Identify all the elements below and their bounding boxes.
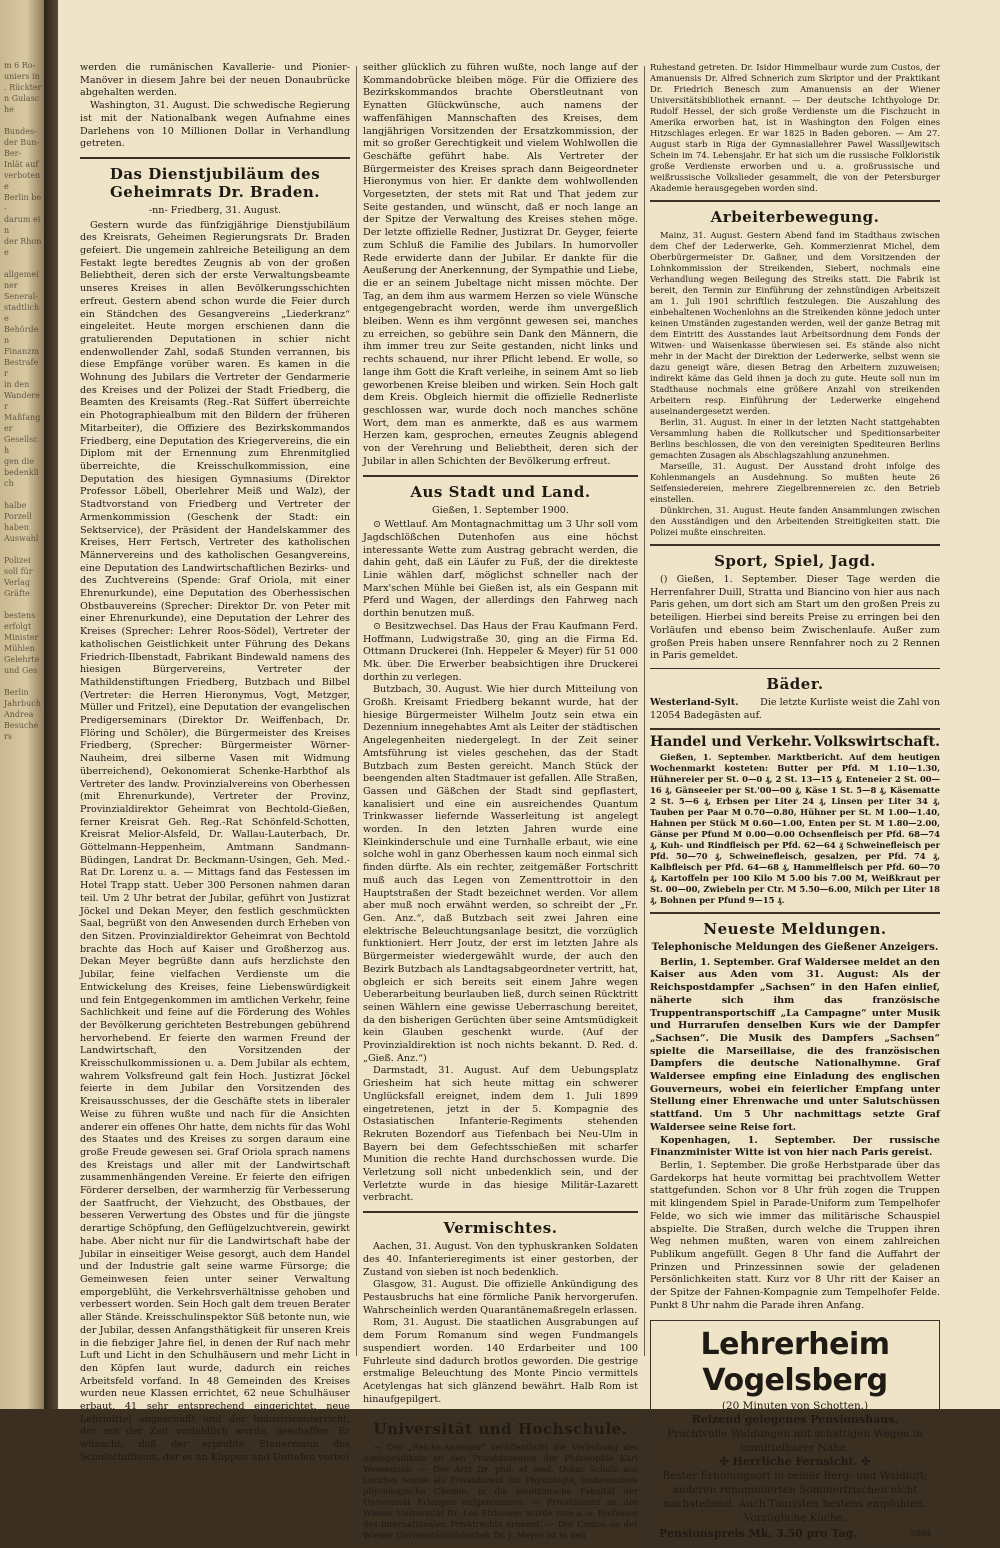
dateline-friedberg: -nn- Friedberg, 31. August. <box>148 204 282 216</box>
article-jubilaeum-continued: seither glücklich zu führen wußte, noch lange auf der Kommandobrücke bleiben möge. Für die Offiziere des Bezirkskommandos brachte Oberstleutnant von Eynatten Glückwünsche, auch namens der waffenfähigen Mannschaften des Kreises, dem langjährigen Vorsitzenden der Ersatzkommission, der mit so großer Gerechtigkeit und vielem Wohlwollen die Geschäfte geführt habe. Als Vertreter der Bürgermeister des Kreises sprach dann Beigeordneter Hieronymus von hier. Er dankte dem wohlwollenden Vorgesetzten, der stets mit Rat und That jedem zur Seite gestanden, und wünscht, daß er noch lange an der Spitze der Verwaltung des Kreises stehen möge. Der letzte offizielle Redner, Justizrat Dr. Geyger, feierte zum Schluß die Familie des Jubilars. In humorvoller Rede erwiderte dann der Jubilar. Er dankte für die Aeußerung der Anerkennung, der Sympathie und Liebe, die er an seinem Jubeltage nicht missen möchte. Der Tag, an dem ihm aus warmem Herzen so viele Wünsche entgegengebracht worden, werde ihm unvergeßlich bleiben. Wenn es ihm vergönnt gewesen sei, manches zu erreichen, so gebühre sein Dank den Männern, die ihm immer treu zur Seite gestanden, nicht links und rechts schauend, nur ihrer Pflicht lebend. Er wolle, so lange ihm Gott die Kraft verleihe, in seinem Amt so lieb geworbenen Kreise bleiben und wirken. Sein Hoch galt dem Kreis. Obgleich hiermit die offizielle Rednerliste geschlossen war, wurde doch noch manches schöne Wort, dem man es anmerkte, daß es aus warmem Herzen kam, gesprochen, erneutes Zeugnis ablegend von der Verehrung und Beliebtheit, deren sich der Jubilar in allen Schichten der Bevölkerung erfreut. <box>363 62 638 467</box>
article-darmstadt: Darmstadt, 31. August. Auf dem Uebungsplatz Griesheim hat sich heute mittag ein schwerer Unglücksfall ereignet, indem dem 1. Juli 1899 eingetretenen, jetzt in der 5. Kompagnie des Ostasiatischen Infanterie-Regiments stehenden Rekruten Bozendorf aus Tiefenbach bei Neu-Ulm in Bayern bei dem Gefechtsschießen mit scharfer Munition die rechte Hand durchschossen wurde. Die Verletzung soll nicht unbedenklich sein, und der Verletzte wurde in das hiesige Militär-Lazarett verbracht. <box>363 1065 638 1204</box>
dateline-giessen: Gießen, 1. September 1900. <box>432 504 569 516</box>
divider <box>363 1412 638 1414</box>
ornament-icon: ✣ <box>719 1455 733 1469</box>
article-berlin-waldersee: Berlin, 1. September. Graf Waldersee meldet an den Kaiser aus Aden vom 31. August: Als der Reichspostdampfer „Sachsen“ in den Hafen einlief, näherte sich ihm das französische Truppentransportschiff „La Campagne“ unter Musik und Hurrarufen denselben Kurs wie der Dampfer „Sachsen“. Die Musik des Dampfers „Sachsen“ spielte die Marseillaise, die des französischen Dampfers die deutsche Nationalhymne. Graf Waldersee empfing eine Einladung des englischen Gouverneurs, wobei ein feierlicher Empfang unter Stellung einer Ehrenwache und unter Salutschüssen stattfand. Um 5 Uhr nachmittags setzte Graf Waldersee seine Reise fort. <box>650 956 941 1133</box>
ad-subtitle: (20 Minuten von Schotten.) <box>721 1400 869 1413</box>
headline-volkswirtschaft: Volkswirtschaft. <box>813 734 940 751</box>
divider <box>650 200 940 202</box>
headline-sport: Sport, Spiel, Jagd. <box>714 552 876 570</box>
article-rom: Rom, 31. August. Die staatlichen Ausgrabungen auf dem Forum Romanum sind wegen Fundmangels suspendiert worden. 140 Erdarbeiter und 100 Fuhrleute sind dadurch brotlos geworden. Die gestrige erstmalige Beleuchtung des Monte Pincio vermittels Acetylengas hat sich glänzend bewährt. Halb Rom ist hinaufgepilgert. <box>363 1317 638 1405</box>
ad-footer <box>659 1528 931 1541</box>
column-rule-2 <box>644 66 645 1356</box>
article-butzbach: Butzbach, 30. August. Wie hier durch Mitteilung von Großh. Kreisamt Friedberg bekannt wurde, hat der hiesige Bürgermeister Wilhelm Joutz sein etwa ein Dezennium innegehabtes Amt als Leiter der städtischen Angelegenheiten niedergelegt. In der Zeit seiner Amtsführung ist vieles geschehen, das der Stadt Butzbach zum Besten gereicht. Manch Stück der beengenden alten Stadtmauer ist gefallen. Alle Straßen, Gassen und Gäßchen der Stadt sind gepflastert, kanalisiert und eine ein ausreichendes Quantum Trinkwasser liefernde Wasserleitung ist angelegt worden. In den letzten Jahren wurde eine Kleinkinderschule und eine Turnhalle erbaut, wie eine solche wohl in ganz Oberhessen kaum noch einmal sich finden dürfte. Als ein rechter, zeitgemäßer Fortschritt muß auch das Legen von Zementtrottoir in den Hauptstraßen der Stadt bezeichnet werden. Vor allem aber muß noch erwähnt werden, so schreibt der „Fr. Gen. Anz.“, daß Butzbach seit zwei Jahren eine elektrische Beleuchtungsanlage besitzt, die vorzüglich funktioniert. Herr Joutz, der erst im letzten Jahre als Bürgermeister wiedergewählt wurde, der auch den Bezirk Butzbach als Landtagsabgeordneter vertritt, hat, obgleich er sich bereits seit einem Jahre wegen Ueberarbeitung beurlauben ließ, durch seinen Rücktritt seinen Wählern eine gewisse Ueberraschung bereitet, da den bisherigen Gerüchten über seine Amtsmüdigkeit kein Glauben geschenkt wurde. (Auf der Provinzialdirektion ist noch nichts bekannt. D. Red. d. „Gieß. Anz.“) <box>363 684 638 1064</box>
article-mainz: Mainz, 31. August. Gestern Abend fand im Stadthaus zwischen dem Chef der Lederwerke, Geh. Kommerzienrat Michel, dem Oberbürgermeister Dr. Gaßner, und dem Vorsitzenden der Lohnkommission der Streikenden, Siebert, nochmals eine Verhandlung wegen Beilegung des Streiks statt. Die Fabrik ist bereit, den Termin zur Einführung der zehnstündigen Arbeitszeit am 1. Juli 1901 schriftlich festzulegen. Die Auszahlung des einbehaltenen Wochenlohns an die Streikenden könne jedoch unter keinen Umständen zugestanden werden, weil der ganze Betrag mit dem Eintritt des Ausstandes laut Arbeitsordnung dem Fonds der Witwen- und Waisenkasse überwiesen sei. Es stände also nicht mehr in der Macht der Direktion der Lederwerke, selbst wenn sie dazu geneigt wäre, diesen Betrag den Arbeitern zuzuweisen; indirekt käme das Geld ihnen ja doch zu gute. Heute soll nun im Stadthause nochmals eine größere Anzahl von streikenden Arbeitern resp. Einführung der Lederwerke eingehend auseinandergesetzt werden. <box>650 230 940 416</box>
ornament-icon: ✣ <box>857 1455 871 1469</box>
ad-line-pension: Reizend gelegenes Pensionshaus. <box>691 1413 899 1427</box>
article-jubilaeum-body: Gestern wurde das fünfzigjährige Dienstjubiläum des Kreisrats, Geheimen Regierungsrats Dr. Braden gefeiert. Die ungemein zahlreiche Beteiligung an dem Festakt legte beredtes Zeugnis ab von der großen Beliebtheit, deren sich der erste Verwaltungsbeamte unseres Kreises in allen Bevölkerungsschichten erfreut. Gestern abend schon wurde die Feier durch ein Ständchen des Gesangvereins „Liederkranz“ eingeleitet. Heute morgen erschienen dann die gratulierenden Deputationen in schier nicht endenwollender Zahl, sodaß Stunden verrannen, bis diese Empfänge vorüber waren. Es kamen in die Wohnung des Jubilars die Vertreter der Gendarmerie des Kreises und der Polizei der Stadt Friedberg, die Beamten des Kreisamts (Reg.-Rat Süffert überreichte ein Photographiealbum mit den Bildern der früheren Mitarbeiter), die Offiziere des Bezirkskommandos Friedberg, eine Deputation des Kriegervereins, die ein Diplom mit der Ernennung zum Ehrenmitglied überreichte, die Kreisschulkommission, eine Deputation des hiesigen Gymnasiums (Direktor Professor Löbell, Oberlehrer Meiß und Walz), der Stadtvorstand von Friedberg und Vertreter der Armenkommission (Geschenk der Stadt: ein Sektservice), der Präsident der Handelskammer des Kreises, Herr Fertsch, Vertreter des katholischen Männervereins und des katholischen Gesangvereins, eine Deputation des Landwirtschaftlichen Bezirks- und des Zuchtvereins (Spende: Graf Oriola, mit einer Ehrenurkunde), eine Deputation des Oberhessischen Obstbauvereins (Sprecher: Direktor Dr. von Peter mit einer Ehrenurkunde), eine Deputation der Lehrer des Kreises (Sprecher: Lehrer Roos-Södel), Vertreter der katholischen Geistlichkeit unter Führung des Dekans Friedrich-Ilbenstadt, Fabrikant Bindewald namens des hiesigen Bürgervereins, Vertreter der Mathildenstiftungen Friedberg, Butzbach und Bilbel (Vertreter: die Herren Hieronymus, Vogt, Metzger, Müller und Fritzel), eine Deputation der evangelischen Predigerseminars (Direktor Dr. Weiffenbach, Dr. Flöring und Schöler), die Bürgermeister des Kreises Friedberg, (Sprecher: Bürgermeister Wörner-Nauheim, drei silberne Vasen mit Widmung überreichend), Oekonomierat Schenke-Harbthof als Vertreter des landw. Provinzialvereins von Oberhessen (mit Ehrenurkunde), Vertreter der Provinz, Provinzialdirektor Geheimrat von Bechtold-Gießen, ferner Kreisrat Geh. Reg.-Rat Schönfeld-Schotten, Kreisrat Melior-Alsfeld, Dr. Wallau-Lauterbach, Dr. Göttelmann-Heppenheim, Amtmann Sandmann-Büdingen, Landrat Dr. Beckmann-Usingen, Geh. Med.-Rat Dr. Lorenz u. a. — Mittags fand das Festessen im Hotel Trapp statt. Ueber 300 Personen nahmen daran teil. Um 2 Uhr betrat der Jubilar, geführt von Justizrat Jöckel und Dekan Meyer, den festlich geschmückten Saal, begrüßt von den Anwesenden durch Erheben von den Sitzen. Provinzialdirektor Geheimrat von Bechtold brachte das Hoch auf Kaiser und Großherzog aus. Dekan Meyer begrüßte dann aufs herzlichste den Jubilar, feine vielfachen Verdienste um die Entwickelung des Kreises, feine Liebenswürdigkeit und fein Entgegenkommen im amtlichen Verkehr, feine Sachlichkeit und feine auf die Förderung des Wohles der Bevölkerung gerichteten Bestrebungen gebührend hervorhebend. Er feierte den warmen Freund der Landwirtschaft, den Vorsitzenden der Kreisschulkommissionen u. a. Dem Jubilar als echtem, wahrem Volksfreund galt fein Hoch. Justizrat Jöckel feierte in dem Jubilar den Vorsitzenden des Kreisausschusses, der die Geschäfte stets in liberaler Weise zu führen wußte und nach für die Ansichten anderer ein offenes Ohr hatte, dem nichts für das Wohl des Staates und des Kreises zu sorgen daraum eine große Freude gewesen sei. Graf Oriola sprach namens des Kreistags und aller mit der Landwirtschaft zusammenhängenden Vereine. Er feierte den eifrigen Förderer derselben, der warmherzig für Verbesserung der Saatfrucht, der Viehzucht, des Obstbaues, der besseren Verwertung des Obstes und für die jüngste derartige Schöpfung, den Geflügelzuchtverein, gewirkt habe. Aber nicht nur für die Landwirtschaft habe der Jubilar in einseitiger Weise gesorgt, auch dem Handel und der Industrie galt seine warme Fürsorge; die Gemeinwesen feien unter seiner Verwaltung emporgeblüht, die Verkehrsverhältnisse gehoben und verbessert worden. Sein Hoch galt dem treuen Berater aller Stände. Kreisschulinspektor Süß betonte nun, wie der Jubilar, dessen Anfangsthätigkeit für unseren Kreis in die fiebziger Jahre fiel, in denen der Ruf nach mehr Luft und Licht in den Schulhäusern und mehr Licht in den Köpfen laut wurde, dadurch ein reiches Arbeitsfeld vorfand. In 48 Gemeinden des Kreises wurden neue Klassen errichtet, 62 neue Schulhäuser erbaut, 41 sehr entsprechend eingerichtet, neue Lehrmittel angeschafft und der Industrieunterricht, der mit der Zeit vorbildlich wurde, geschaffen. Er wünscht, daß der erprobte Steuermann des Schulschiffleins, der es an Klippen und Untiefen vorbei <box>80 219 350 1463</box>
divider <box>363 1211 638 1213</box>
article-aachen: Aachen, 31. August. Von den typhuskranken Soldaten des 40. Infanterieregiments ist einer gestorben, der Zustand von sieben ist noch bedenklich. <box>363 1241 638 1278</box>
binding-edge-text: m 6 Ro- uniers in . Rückter n Gulasche Bundes- der Bun- Ber- Inlät auf verbotene Berlin be- darum ein der Rhone allgemeiner Seneral- stadtliche Behörden Finanzm Bestrafer in den Wanderer Maßfanger Gesellsch gen die bedenklich halbe Porzell haben Auswahl Polizei soll für Verlag Gräfte bestens erfolgt Minister Mühlen Gelehrte und Ges Berlin Jahrbuch Andrea Besuchers <box>4 61 42 741</box>
column-2 <box>363 62 638 1541</box>
divider <box>650 912 940 914</box>
ad-code: 5804 <box>910 1529 931 1539</box>
ad-title: Lehrerheim Vogelsberg <box>700 1327 890 1399</box>
divider <box>363 475 638 477</box>
column-3 <box>650 62 941 1541</box>
subhead-telephonische-meldungen: Telephonische Meldungen des Gießener Anzeigers. <box>651 942 939 954</box>
baeder-text: Die letzte Kurliste weist die Zahl von <box>760 696 940 708</box>
article-universitaet-continued: Ruhestand getreten. Dr. Isidor Himmelbaur wurde zum Custos, der Amanuensis Dr. Alfred Schnerich zum Skriptor und der Praktikant Dr. Friedrich Benesch zum Amanuensis an der Wiener Universitätsbibliothek ernannt. — Der deutsche Ichthyologe Dr. Rudolf Hessel, der sich große Verdienste um die Fischzucht in Amerika erworben hat, ist in Washington den Folgen eines Hitzschlages erlegen. Er war 1825 in Baden geboren. — Am 27. August starb in Riga der Gymnasiallehrer Pawel Wassiljewitsch Schein im 74. Lebensjahr. Er hat sich um die russische Folkloristik große Verdienste erworben und u. a. großrussische und weißrussische Volkslieder gesammelt, die von der Petersburger Akademie herausgegeben worden sind. <box>650 62 940 193</box>
headline-arbeiterbewegung: Arbeiterbewegung. <box>710 208 880 226</box>
newspaper-page <box>58 0 1000 1541</box>
article-duenkirchen: Dünkirchen, 31. August. Heute fanden Ansammlungen zwischen den Ausständigen und den Arbeitenden Streitigkeiten statt. Die Polizei mußte einschreiten. <box>650 505 940 537</box>
article-washington: Washington, 31. August. Die schwedische Regierung ist mit der Nationalbank wegen Aufnahme eines Darlehens von 10 Millionen Dollar in Verhandlung getreten. <box>80 100 350 150</box>
divider <box>80 157 350 159</box>
headline-neueste-meldungen: Neueste Meldungen. <box>703 920 887 939</box>
book-binding-edge <box>0 0 44 1409</box>
headline-baeder: Bäder. <box>766 674 824 693</box>
baeder-count: 12054 Badegästen auf. <box>650 709 762 721</box>
divider <box>650 544 940 546</box>
headline-stadt-und-land: Aus Stadt und Land. <box>410 482 591 501</box>
article-sport-giessen: () Gießen, 1. September. Dieser Tage werden die Herrenfahrer Duill, Stratta und Biancino von hier aus nach Paris gehen, um dort sich am Start um den großen Preis zu beteiligen. Hierbei sind bereits Preise zu erringen bei den Vorläufen und ebenso beim Zwischenlaufe. Außer zum großen Preis haben unsere Rennfahrer noch zu 2 Rennen in Paris gemeldet. <box>650 574 940 662</box>
article-besitzwechsel: ⊙ Besitzwechsel. Das Haus der Frau Kaufmann Ferd. Hoffmann, Ludwigstraße 30, ging an die Firma Ed. Ottmann Druckerei (Inh. Heppeler & Meyer) für 51 000 Mk. über. Die Erwerber beabsichtigen ihre Druckerei dorthin zu verlegen. <box>363 620 638 683</box>
ad-line-fernsicht: ✣ Herrliche Fernsicht. ✣ <box>719 1455 871 1469</box>
divider <box>650 668 940 669</box>
headline-handel-volkswirtschaft <box>650 736 940 749</box>
headline-dienstjubilaeum: Das Dienstjubiläum des Geheimrats Dr. Braden. <box>109 164 321 201</box>
article-marseille: Marseille, 31. August. Der Ausstand droht infolge des Kohlenmangels an Ausdehnung. So mußten heute 26 Seifensiedereien, mehrere Ziegelbrennereien zc. den Betrieb einstellen. <box>650 461 940 504</box>
ad-line-erholungsort: Bester Erholungsort in reiner Berg- und Waldluft; anderen renommierten Sommerfrischen nicht nachstehend. Auch Touristen bestens empfohlen. <box>662 1470 928 1511</box>
article-berlin-herbstparade: Berlin, 1. September. Die große Herbstparade über das Gardekorps hat heute vormittag bei prachtvollem Wetter stattgefunden. Schon vor 8 Uhr früh zogen die Truppen mit klingendem Spiel in Parade-Uniform zum Tempelhofer Felde, wo sich wie immer das militärische Schauspiel abspielte. Die Straßen, durch welche die Truppen ihren Weg nehmen mußten, waren von einem zahlreichen Publikum angefüllt. Gegen 8 Uhr fand die Auffahrt der Prinzen und Prinzessinnen sowie der geladenen Persönlichkeiten statt. Kurz vor 8 Uhr ritt der Kaiser an der Spitze der Fahnen-Kompagnie zum Tempelhofer Felde. Punkt 8 Uhr nahm die Parade ihren Anfang. <box>650 1159 940 1311</box>
column-rule-1 <box>356 66 357 1356</box>
book-gutter <box>44 0 58 1409</box>
ad-line-waldungen: Prachtvolle Waldungen mit schattigen Wegen in unmittelbarer Nähe. <box>667 1428 923 1455</box>
headline-universitaet: Universität und Hochschule. <box>373 1420 628 1439</box>
headline-vermischtes: Vermischtes. <box>443 1219 558 1238</box>
article-kopenhagen: Kopenhagen, 1. September. Der russische Finanzminister Witte ist von hier nach Paris gereist. <box>650 1134 940 1159</box>
article-universitaet: — Der „Reichs-Anzeiger“ veröffentlicht die Verleihung des Adelsprädikats an den Privatdozenten der Philosophie Karl Wesendonk. — Der Arzt Dr. phil. et med. Oskar Schulz aus Loritten wurde als Privatdozent für Physiologie, insbesondere physiologische Chemie, in die medizinische Fakultät der Universität Erlangen aufgenommen. — Privatdozent an der Wiener Universität Dr. Leo Strisower wurde zum a.-o. Professor des internationalen Privatrechts ernannt. — Der Custos an der Wiener Universitätsbibliothek Dr. J. Meyer ist in den <box>363 1442 638 1541</box>
article-marktbericht: Gießen, 1. September. Marktbericht. Auf dem heutigen Wochenmarkt kosteten: Butter per Pfd. M 1.10—1.30, Hühnereier per St. 0—0 ₰, 2 St. 13—15 ₰, Enteneier 2 St. 00—16 ₰, Gänseeier per St.'00—00 ₰, Käse 1 St. 5—8 ₰, Käsematte 2 St. 5—6 ₰, Erbsen per Liter 24 ₰, Linsen per Liter 34 ₰, Tauben per Paar M 0.70—0.80, Hühner per St. M 1.00—1.40, Hahnen per Stück M 0.60—1.00, Enten per St. M 1.80—2.00, Gänse per Pfund M 0.00—0.00 Ochsenfleisch per Pfd. 68—74 ₰, Kuh- und Rindfleisch per Pfd. 62—64 ₰ Schweinefleisch per Pfd. 50—70 ₰, Schweinefleisch, gesalzen, per Pfd. 74 ₰, Kalbfleisch per Pfd. 64—68 ₰, Hammelfleisch per Pfd. 60—70 ₰, Kartoffeln per 100 Kilo M 5.00 bis 7.00 M, Weißkraut per St. 00—00, Zwiebeln per Ctr. M 5.50—6.00, Milch per Liter 18 ₰, Bohnen per Pfund 9—15 ₰. <box>650 752 940 906</box>
advertisement-lehrerheim <box>650 1320 940 1548</box>
article-romanian-maneuvers: werden die rumänischen Kavallerie- und Pionier-Manöver in diesem Jahre bei der neuen Donaubrücke abgehalten werden. <box>80 62 350 99</box>
baeder-place: Westerland-Sylt. <box>650 696 739 708</box>
ad-price: Pensionspreis Mk. 3.50 pro Tag. <box>659 1527 858 1541</box>
article-berlin-rollkutscher: Berlin, 31. August. In einer in der letzten Nacht stattgehabten Versammlung haben die Rollkutscher und Speditionsarbeiter Berlins beschlossen, die von den vereinigten Spediteuren Berlins gemachten Zusagen als Abschlagszahlung anzunehmen. <box>650 417 940 460</box>
divider <box>650 728 940 730</box>
article-wettlauf: ⊙ Wettlauf. Am Montagnachmittag um 3 Uhr soll vom Jagdschlößchen Dutenhofen aus eine höchst interessante Wette zum Austrag gebracht werden, die dahin geht, daß ein Läufer zu Fuß, der die direkteste Linie wählen darf, möglichst schneller nach der Marx'schen Mühle bei Gießen ist, als ein Gespann mit Pferd und Wagen, der allerdings den Fahrweg nach dorthin benutzen muß. <box>363 519 638 620</box>
baeder-entry <box>650 697 940 710</box>
ad-line-kueche: Vorzügliche Küche. <box>743 1512 847 1525</box>
column-1 <box>80 62 350 1463</box>
headline-handel: Handel und Verkehr. <box>650 734 812 751</box>
article-glasgow: Glasgow, 31. August. Die offizielle Ankündigung des Pestausbruchs hat eine förmliche Panik hervorgerufen. Wahrscheinlich werden Quarantänemaßregeln erlassen. <box>363 1279 638 1316</box>
